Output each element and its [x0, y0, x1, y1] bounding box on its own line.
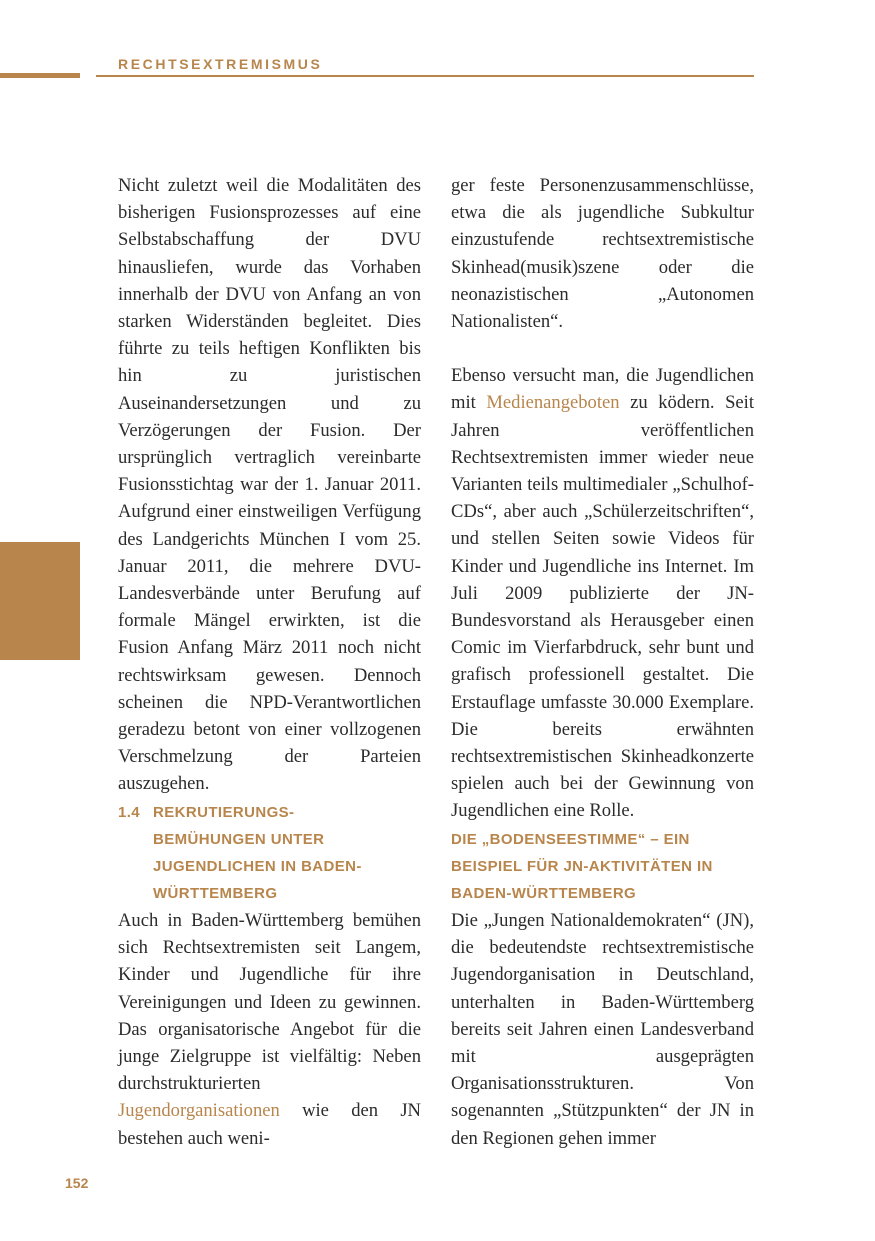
link-medienangebote[interactable]: Medienangeboten [486, 392, 620, 414]
paragraph-subkultur: ger feste Personenzusammenschlüsse, etwa die als jugendliche Subkultur einzustufende rechtsextremistische Skinhead(musik)szene oder die neonazistischen „Autonomen Nationalisten“. [451, 175, 754, 333]
subheading-bodenseestimme: DIE „BODENSEESTIMME“ – EIN BEISPIEL FÜR JN-AKTIVITÄTEN IN BADEN-WÜRTTEMBERG [451, 831, 713, 902]
paragraph-dvu-fusion: Nicht zuletzt weil die Modalitäten des bisherigen Fusionsprozesses auf eine Selbstabschaffung der DVU hinausliefen, wurde das Vorhaben innerhalb der DVU von Anfang an von starken Widerständen begleitet. Dies führte zu teils heftigen Konflikten bis hin zu juristischen Auseinandersetzungen und zu Verzögerungen der Fusion. Der ursprünglich vertraglich vereinbarte Fusionsstichtag war der 1. Januar 2011. Aufgrund einer einstweiligen Verfügung des Landgerichts München I vom 25. Januar 2011, die mehrere DVU-Landesverbände unter Berufung auf formale Mängel erwirkten, ist die Fusion Anfang März 2011 noch nicht rechtswirksam gewesen. Dennoch scheinen die NPD-Verantwortlichen geradezu betont von einer vollzogenen Verschmelzung der Parteien auszugehen. [118, 175, 421, 795]
link-jugendorganisationen[interactable]: Jugendorganisationen [118, 1100, 280, 1122]
right-column-bottom [451, 826, 754, 1152]
right-column-top [451, 172, 754, 825]
paragraph-jn: Die „Jungen Nationaldemokraten“ (JN), die bedeutendste rechtsextremistische Jugendorganisation in Deutschland, unterhalten in Baden-Württemberg bereits seit Jahren einen Landesverband mit ausgeprägten Organisationsstrukturen. Von sogenannten „Stützpunkten“ der JN in den Regionen gehen immer [451, 910, 754, 1149]
paragraph-rekrutierung [118, 907, 421, 1152]
paragraph-medienangebote [451, 362, 754, 824]
paragraph-rekrutierung-start: Auch in Baden-Württemberg bemühen sich Rechtsextremisten seit Langem, Kinder und Jugendliche für ihre Vereinigungen und Ideen zu gewinnen. Das organisatorische Angebot für die junge Zielgruppe ist vielfältig: Neben durchstrukturierten [118, 910, 421, 1095]
left-column-bottom [118, 799, 421, 1152]
section-heading [118, 799, 421, 907]
paragraph-medienangebote-end: zu ködern. Seit Jahren veröffentlichen Rechtsextremisten immer wieder neue Varianten teils multimedialer „Schulhof-CDs“, aber auch „Schülerzeitschriften“, und stellen Seiten sowie Videos für Kinder und Jugendliche ins Internet. Im Juli 2009 publizierte der JN-Bundesvorstand als Herausgeber einen Comic im Vierfarbdruck, sehr bunt und grafisch professionell gestaltet. Die Erstauflage umfasste 30.000 Exemplare. Die bereits erwähnten rechtsextremistischen Skinheadkonzerte spielen auch bei der Gewinnung von Jugendlichen eine Rolle. [451, 392, 754, 822]
paragraph-rekrutierung-end: wie den JN bestehen auch weni- [118, 1100, 421, 1149]
left-column-top [118, 172, 421, 798]
chapter-side-tab [0, 542, 80, 660]
running-title: RECHTSEXTREMISMUS [118, 56, 323, 72]
paragraph-medienangebote-start: Ebenso versucht man, die Jugendlichen mit [451, 365, 754, 414]
section-heading-text: REKRUTIERUNGS-BEMÜHUNGEN UNTER JUGENDLICHEN IN BADEN-WÜRTTEMBERG [153, 804, 362, 902]
header-accent-bar [0, 73, 80, 78]
header-rule [96, 75, 754, 77]
page-number: 152 [65, 1175, 89, 1191]
section-number: 1.4 [118, 804, 141, 821]
